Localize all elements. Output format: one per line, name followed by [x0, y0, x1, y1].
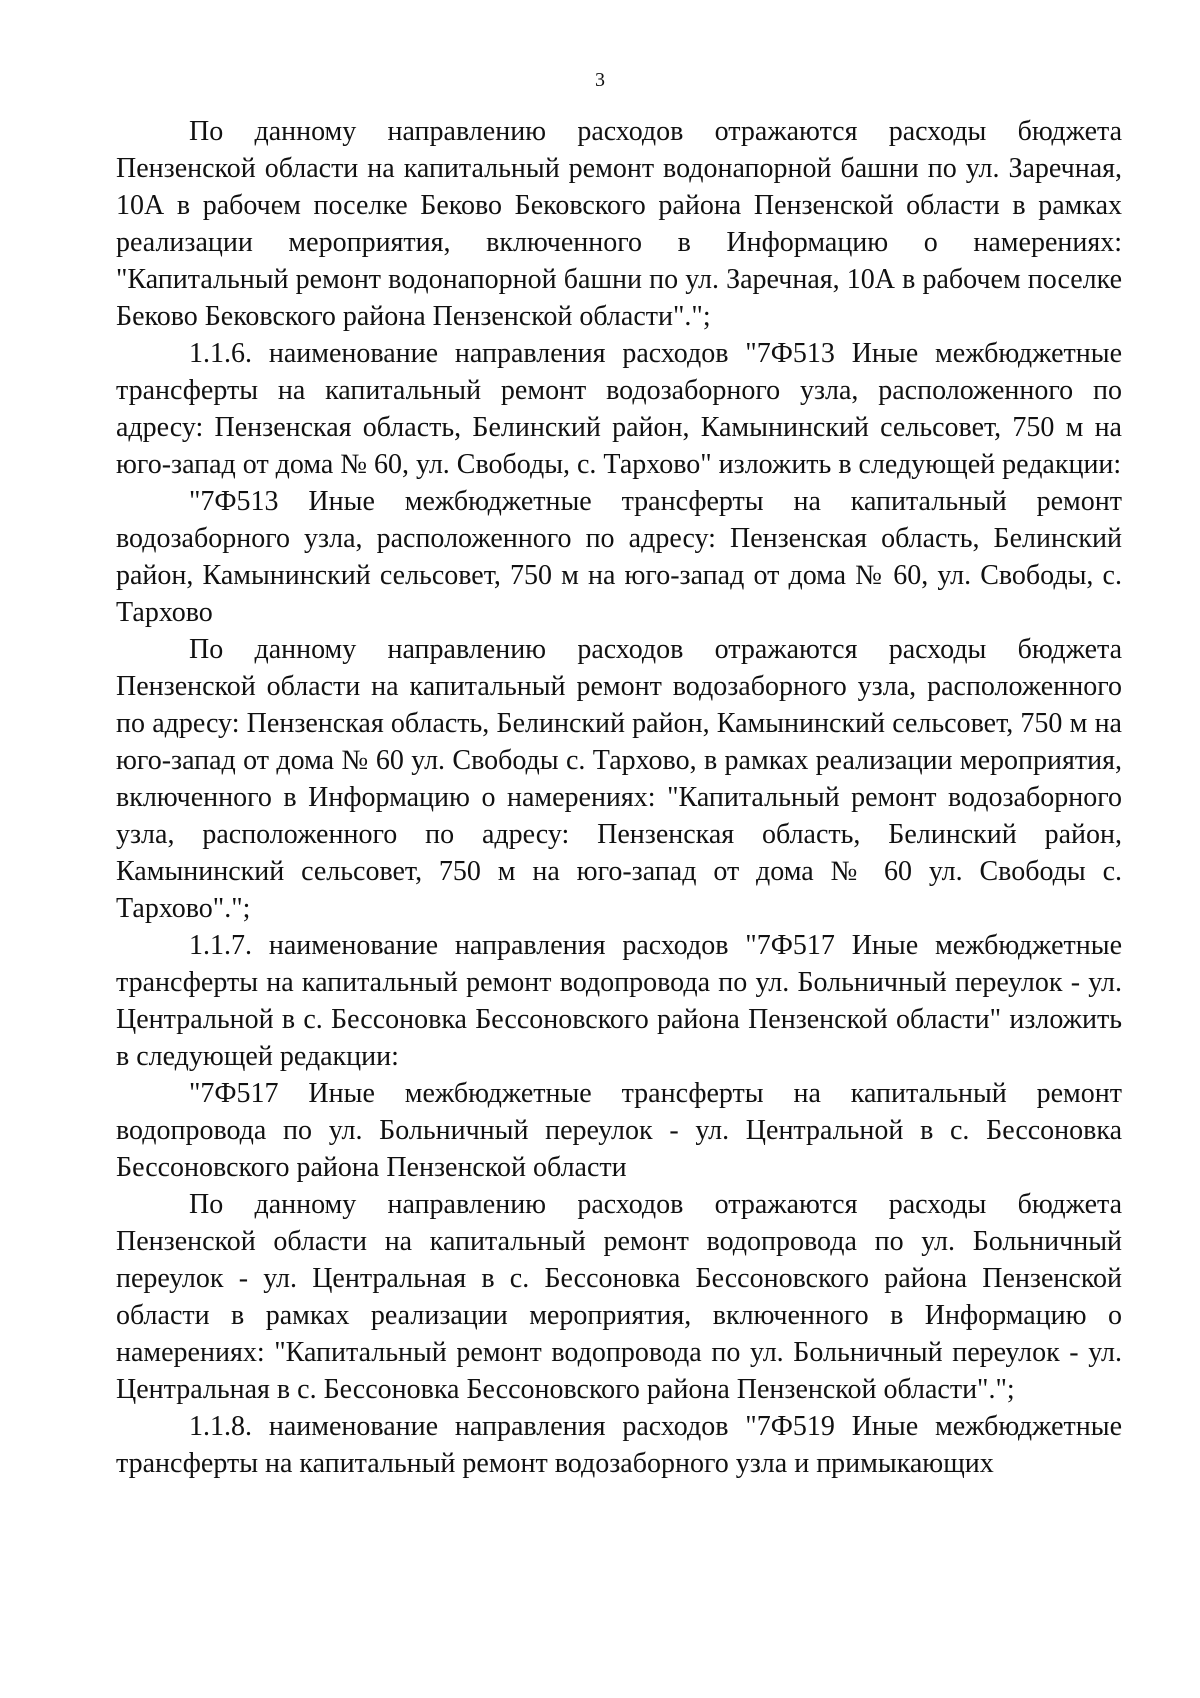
paragraph-item-1-1-7: 1.1.7. наименование направления расходов "7Ф517 Иные межбюджетные трансферты на капитальный ремонт водопровода по ул. Больничный переулок - ул. Центральной в с. Бессоновка Бессоновского района Пензенской области" изложить в следующей редакции: [116, 930, 1122, 1072]
paragraph-expense-description-water-tower: По данному направлению расходов отражаются расходы бюджета Пензенской области на капитальный ремонт водонапорной башни по ул. Заречная, 10А в рабочем поселке Беково Бековского района Пензенской области в рамках реализации мероприятия, включенного в Информацию о намерениях: "Капитальный ремонт водонапорной башни по ул. Заречная, 10А в рабочем поселке Беково Бековского района Пензенской области"."; [116, 116, 1122, 332]
paragraph-expense-description-7f517: По данному направлению расходов отражаются расходы бюджета Пензенской области на капитальный ремонт водопровода по ул. Больничный переулок - ул. Центральная в с. Бессоновка Бессоновского района Пензенской области в рамках реализации мероприятия, включенного в Информацию о намерениях: "Капитальный ремонт водопровода по ул. Больничный переулок - ул. Центральная в с. Бессоновка Бессоновского района Пензенской области"."; [116, 1189, 1122, 1405]
paragraph-item-1-1-6: 1.1.6. наименование направления расходов "7Ф513 Иные межбюджетные трансферты на капитальный ремонт водозаборного узла, расположенного по адресу: Пензенская область, Белинский район, Камынинский сельсовет, 750 м на юго-запад от дома № 60, ул. Свободы, с. Тархово" изложить в следующей редакции: [116, 338, 1122, 480]
page-number: 3 [595, 69, 605, 91]
paragraph-expense-title-7f517: "7Ф517 Иные межбюджетные трансферты на капитальный ремонт водопровода по ул. Больничный переулок - ул. Центральной в с. Бессоновка Бессоновского района Пензенской области [116, 1078, 1122, 1183]
paragraph-expense-title-7f513: "7Ф513 Иные межбюджетные трансферты на капитальный ремонт водозаборного узла, расположенного по адресу: Пензенская область, Белинский район, Камынинский сельсовет, 750 м на юго-запад от дома № 60, ул. Свободы, с. Тархово [116, 486, 1122, 628]
document-body [116, 113, 1122, 1482]
paragraph-item-1-1-8: 1.1.8. наименование направления расходов "7Ф519 Иные межбюджетные трансферты на капитальный ремонт водозаборного узла и примыкающих [116, 1411, 1122, 1479]
paragraph-expense-description-7f513: По данному направлению расходов отражаются расходы бюджета Пензенской области на капитальный ремонт водозаборного узла, расположенного по адресу: Пензенская область, Белинский район, Камынинский сельсовет, 750 м на юго-запад от дома № 60 ул. Свободы с. Тархово, в рамках реализации мероприятия, включенного в Информацию о намерениях: "Капитальный ремонт водозаборного узла, расположенного по адресу: Пензенская область, Белинский район, Камынинский сельсовет, 750 м на юго-запад от дома № 60 ул. Свободы с. Тархово"."; [116, 634, 1122, 924]
